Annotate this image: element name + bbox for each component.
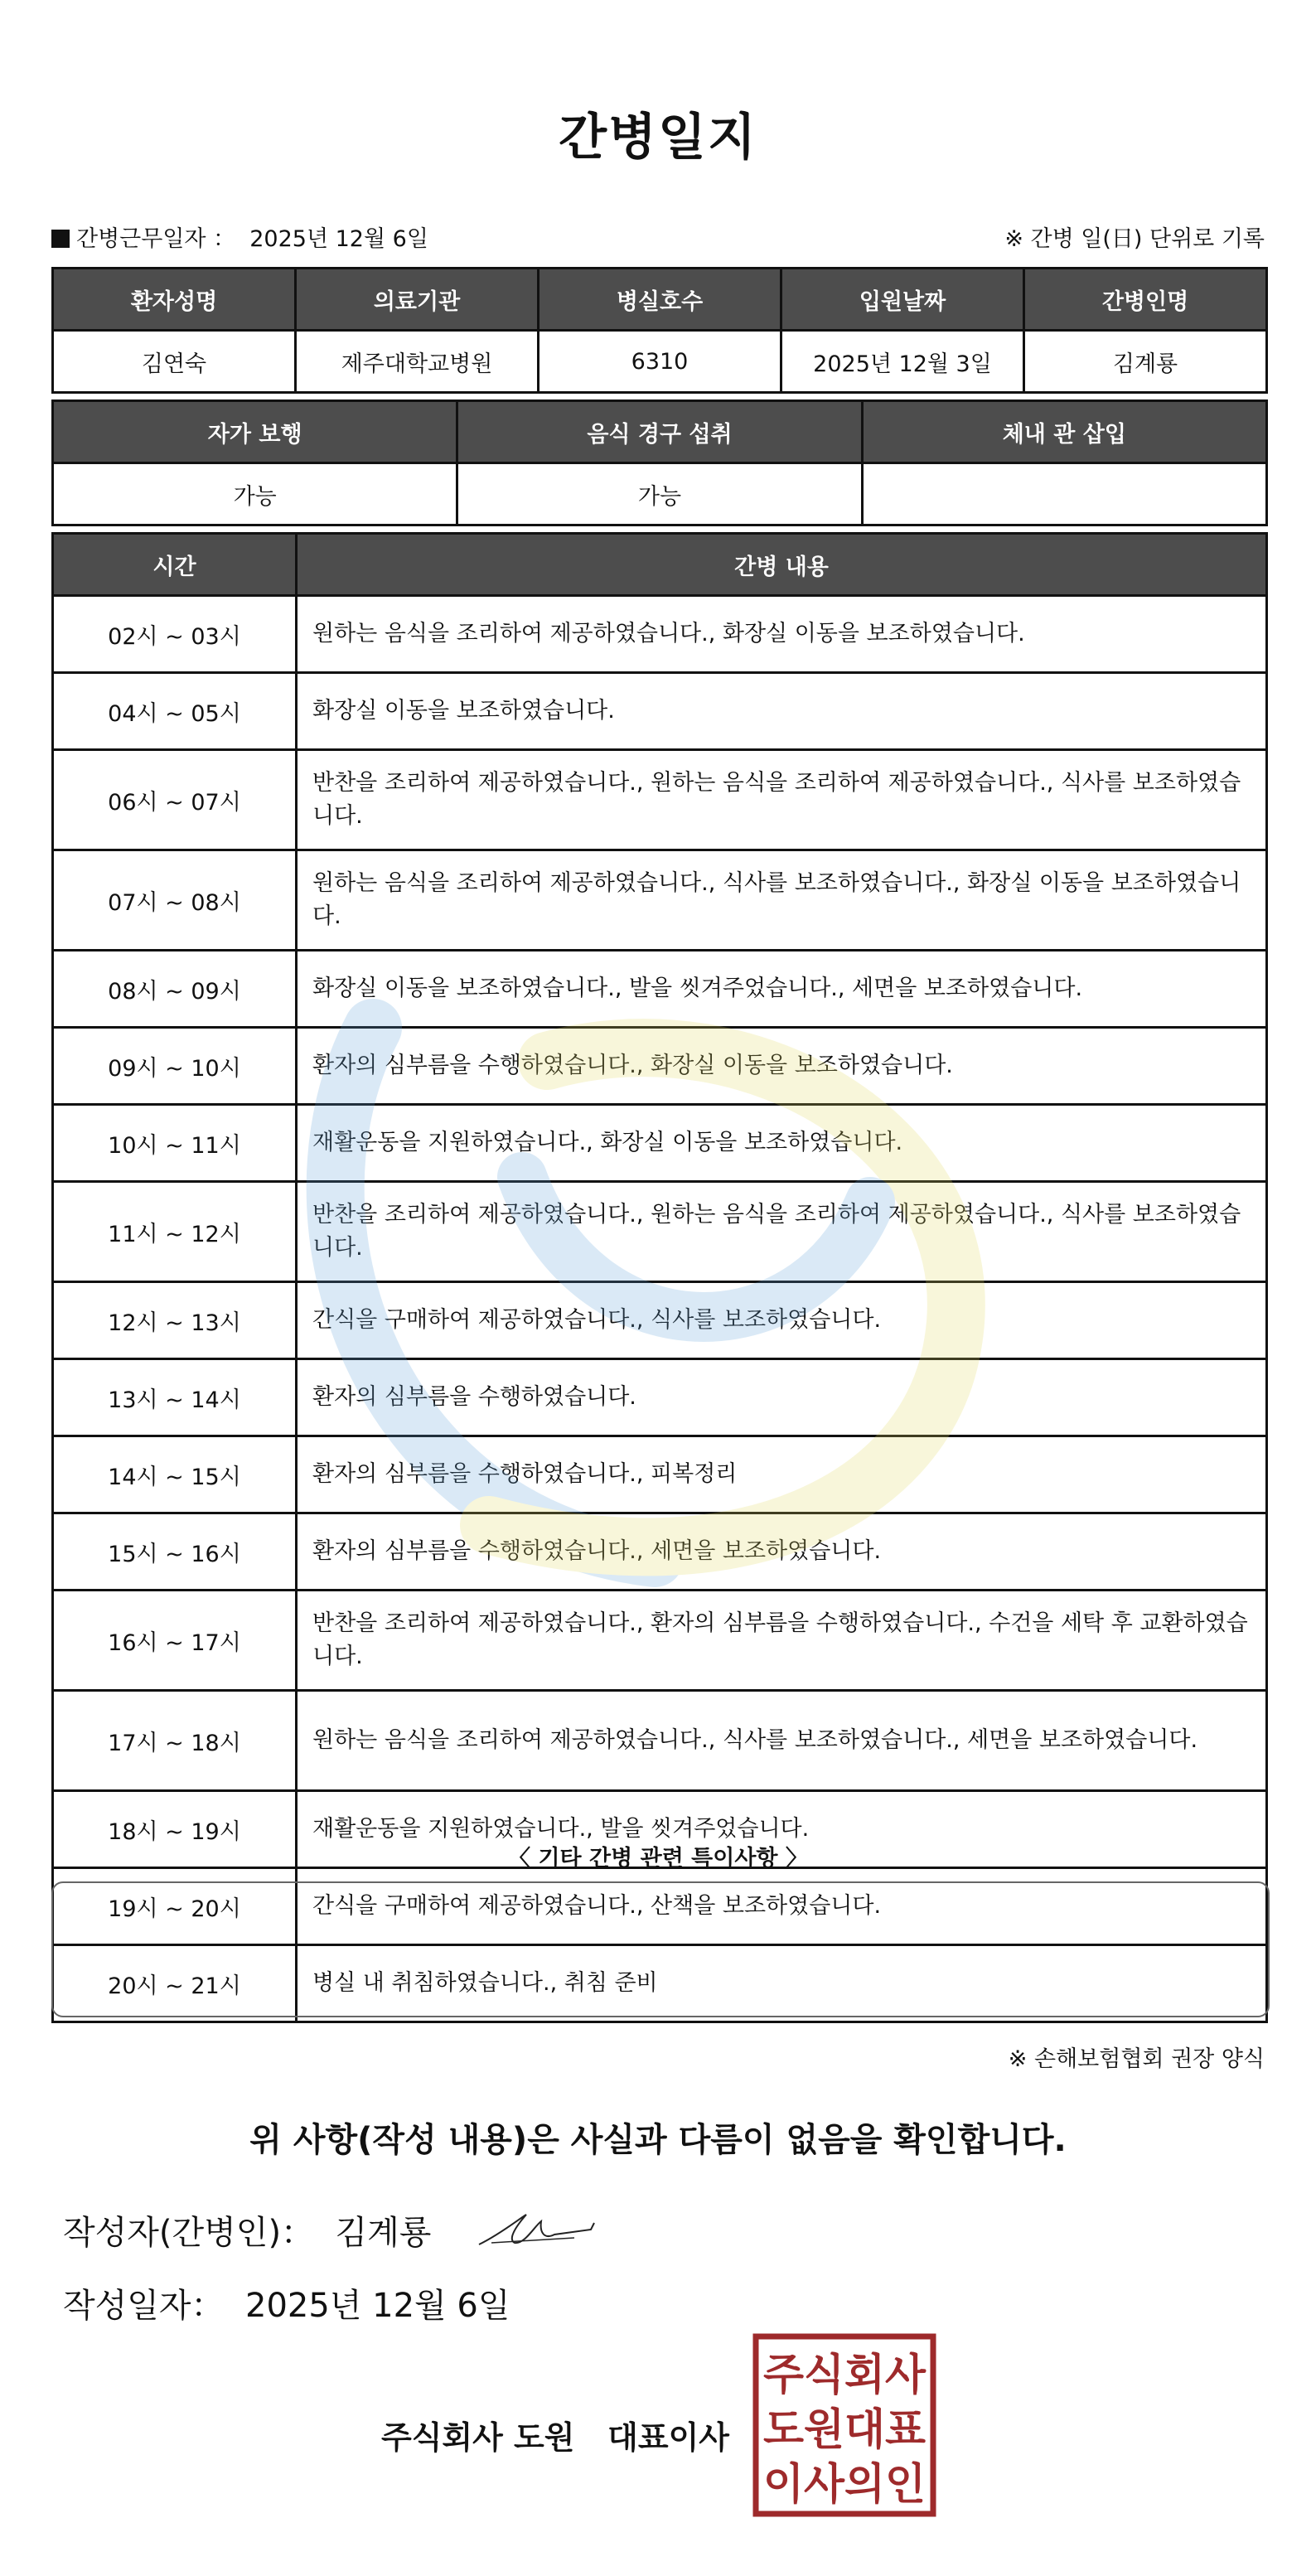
status-value-row [53, 463, 1267, 525]
oral-intake-value: 가능 [457, 463, 862, 525]
header-hospital: 의료기관 [296, 269, 539, 331]
written-date-label: 작성일자： [63, 2287, 225, 2325]
care-content: 원하는 음식을 조리하여 제공하였습니다., 식사를 보조하였습니다., 화장실 이동을 보조하였습니다. [297, 850, 1267, 951]
patient-status-table [51, 399, 1268, 526]
admission-date: 2025년 12월 3일 [781, 331, 1024, 393]
care-content: 화장실 이동을 보조하였습니다. [297, 673, 1267, 750]
work-date-label: 간병근무일자 ： [76, 226, 236, 252]
care-time: 15시 ~ 16시 [53, 1513, 297, 1591]
patient-header-row [53, 269, 1267, 331]
writer-name: 김계룡 [335, 2214, 432, 2252]
company-signature: 주식회사 도원 대표이사 [381, 2419, 729, 2456]
care-content: 원하는 음식을 조리하여 제공하였습니다., 식사를 보조하였습니다., 세면을 보조하였습니다. [297, 1691, 1267, 1791]
walking-value: 가능 [53, 463, 457, 525]
header-caregiver: 간병인명 [1024, 269, 1267, 331]
caregiver-name: 김계룡 [1024, 331, 1267, 393]
patient-info-table [51, 267, 1268, 394]
care-time: 10시 ~ 11시 [53, 1105, 297, 1182]
care-time: 11시 ~ 12시 [53, 1182, 297, 1282]
table-row [53, 1513, 1267, 1591]
special-notes-box [51, 1881, 1270, 2017]
tube-value [862, 463, 1266, 525]
record-note: ※ 간병 일(日) 단위로 기록 [1004, 226, 1265, 252]
header-patient-name: 환자성명 [53, 269, 296, 331]
care-content: 간식을 구매하여 제공하였습니다., 산책을 보조하였습니다. [297, 1868, 1267, 1945]
care-time: 20시 ~ 21시 [53, 1945, 297, 2022]
care-time: 04시 ~ 05시 [53, 673, 297, 750]
header-care-content: 간병 내용 [297, 534, 1267, 596]
care-time: 14시 ~ 15시 [53, 1436, 297, 1513]
table-row [53, 1182, 1267, 1282]
table-row [53, 1105, 1267, 1182]
care-header-row [53, 534, 1267, 596]
work-date [51, 220, 428, 253]
care-time: 18시 ~ 19시 [53, 1791, 297, 1868]
care-content: 간식을 구매하여 제공하였습니다., 식사를 보조하였습니다. [297, 1282, 1267, 1359]
writer-label: 작성자(간병인)： [63, 2214, 315, 2252]
header-walking: 자가 보행 [53, 401, 457, 463]
work-date-value: 2025년 12월 6일 [249, 226, 428, 252]
table-row [53, 1359, 1267, 1436]
care-content: 재활운동을 지원하였습니다., 화장실 이동을 보조하였습니다. [297, 1105, 1267, 1182]
table-row [53, 1691, 1267, 1791]
care-time: 19시 ~ 20시 [53, 1868, 297, 1945]
table-row [53, 750, 1267, 850]
table-row [53, 1282, 1267, 1359]
seal-text-line: 도원대표 [763, 2405, 926, 2455]
table-row [53, 673, 1267, 750]
written-date-line [63, 2279, 510, 2327]
header-room: 병실호수 [539, 269, 781, 331]
signature-icon [475, 2210, 599, 2251]
care-time: 06시 ~ 07시 [53, 750, 297, 850]
table-row [53, 951, 1267, 1028]
care-time: 17시 ~ 18시 [53, 1691, 297, 1791]
care-time: 08시 ~ 09시 [53, 951, 297, 1028]
header-time: 시간 [53, 534, 297, 596]
table-row [53, 1028, 1267, 1105]
care-content: 환자의 심부름을 수행하였습니다., 피복정리 [297, 1436, 1267, 1513]
care-time: 13시 ~ 14시 [53, 1359, 297, 1436]
header-tube: 체내 관 삽입 [862, 401, 1266, 463]
square-bullet-icon [51, 230, 70, 248]
care-content: 재활운동을 지원하였습니다., 발을 씻겨주었습니다. [297, 1791, 1267, 1868]
care-content: 환자의 심부름을 수행하였습니다., 세면을 보조하였습니다. [297, 1513, 1267, 1591]
care-log-table [51, 532, 1268, 2023]
care-time: 09시 ~ 10시 [53, 1028, 297, 1105]
document-title: 간병일지 [559, 109, 757, 167]
care-time: 07시 ~ 08시 [53, 850, 297, 951]
care-content: 병실 내 취침하였습니다., 취침 준비 [297, 1945, 1267, 2022]
table-row [53, 596, 1267, 673]
care-content: 반찬을 조리하여 제공하였습니다., 원하는 음식을 조리하여 제공하였습니다., 식사를 보조하였습니다. [297, 1182, 1267, 1282]
care-content: 반찬을 조리하여 제공하였습니다., 환자의 심부름을 수행하였습니다., 수건을 세탁 후 교환하였습니다. [297, 1591, 1267, 1691]
table-row [53, 1591, 1267, 1691]
table-row [53, 1436, 1267, 1513]
confirmation-statement: 위 사항(작성 내용)은 사실과 다름이 없음을 확인합니다. [249, 2121, 1067, 2159]
company-seal-icon [752, 2333, 936, 2517]
care-content: 화장실 이동을 보조하였습니다., 발을 씻겨주었습니다., 세면을 보조하였습니다. [297, 951, 1267, 1028]
header-oral-intake: 음식 경구 섭취 [457, 401, 862, 463]
care-time: 16시 ~ 17시 [53, 1591, 297, 1691]
notes-title: 〈 기타 간병 관련 특이사항 〉 [508, 1846, 808, 1871]
care-content: 환자의 심부름을 수행하였습니다., 화장실 이동을 보조하였습니다. [297, 1028, 1267, 1105]
writer-line [63, 2206, 599, 2254]
seal-text-line: 주식회사 [763, 2351, 927, 2400]
written-date-value: 2025년 12월 6일 [245, 2287, 510, 2325]
seal-text-line: 이사의인 [763, 2460, 926, 2510]
header-admission-date: 입원날짜 [781, 269, 1024, 331]
care-content: 원하는 음식을 조리하여 제공하였습니다., 화장실 이동을 보조하였습니다. [297, 596, 1267, 673]
care-time: 02시 ~ 03시 [53, 596, 297, 673]
status-header-row [53, 401, 1267, 463]
patient-value-row [53, 331, 1267, 393]
care-content: 환자의 심부름을 수행하였습니다. [297, 1359, 1267, 1436]
table-row [53, 850, 1267, 951]
hospital: 제주대학교병원 [296, 331, 539, 393]
room-number: 6310 [539, 331, 781, 393]
patient-name: 김연숙 [53, 331, 296, 393]
care-content: 반찬을 조리하여 제공하였습니다., 원하는 음식을 조리하여 제공하였습니다., 식사를 보조하였습니다. [297, 750, 1267, 850]
care-time: 12시 ~ 13시 [53, 1282, 297, 1359]
recommend-note: ※ 손해보험협회 권장 양식 [1008, 2046, 1265, 2072]
